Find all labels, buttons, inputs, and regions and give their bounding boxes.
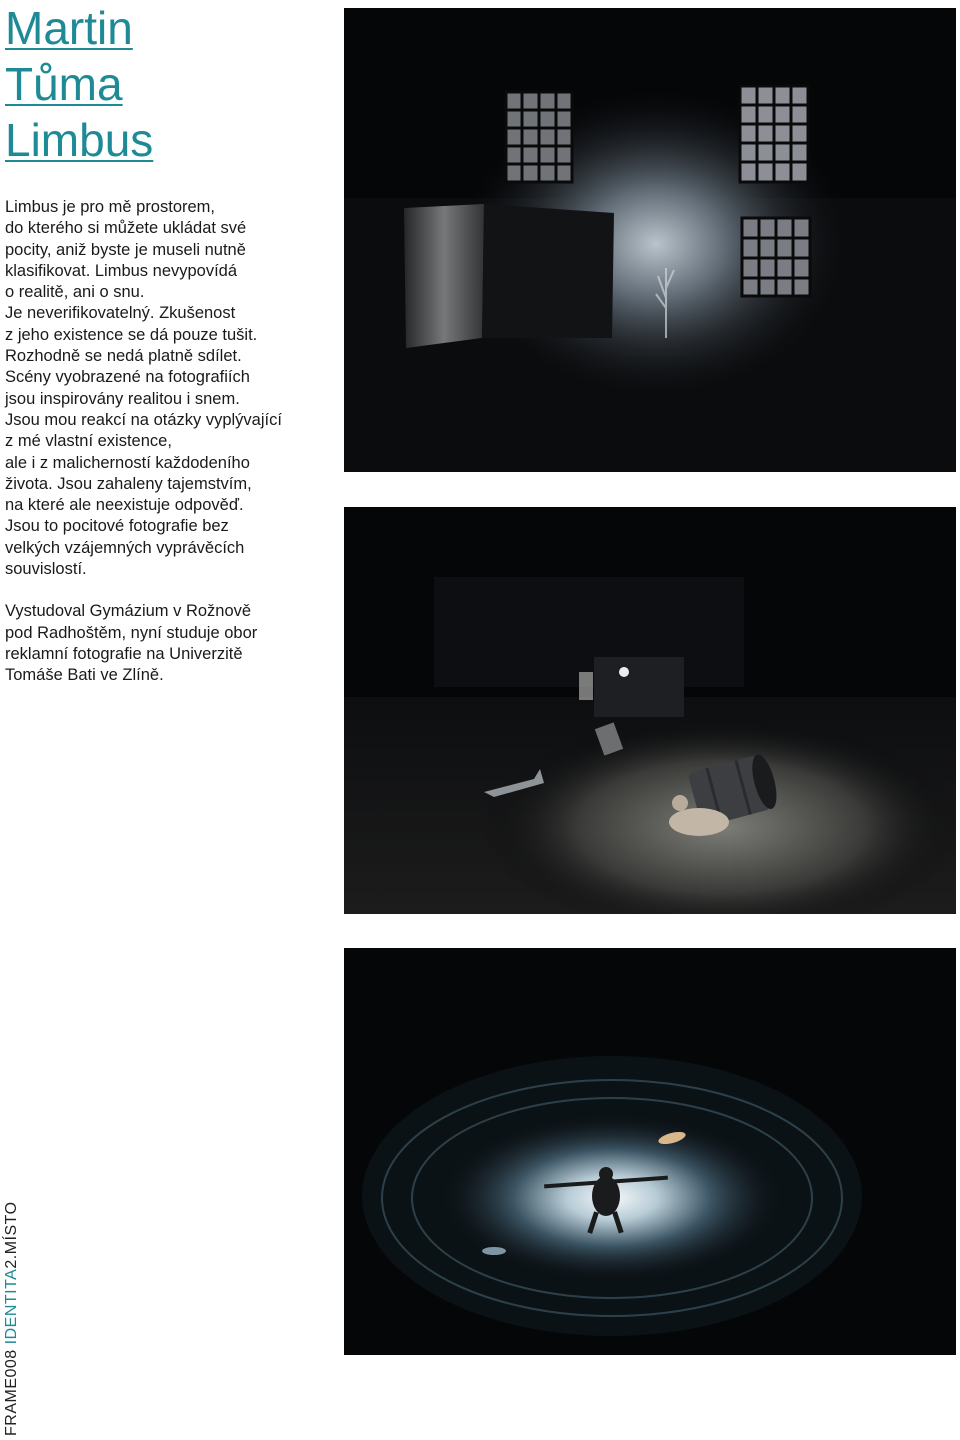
photo-water-figure (344, 948, 956, 1355)
text-line: ale i z malicherností každodeního (5, 453, 250, 472)
text-line: reklamní fotografie na Univerzitě (5, 644, 243, 663)
text-line: jsou inspirovány realitou i snem. (5, 389, 240, 408)
text-line: z mé vlastní existence, (5, 432, 172, 451)
photo-barrel-graphic (344, 507, 956, 914)
bio-paragraph (5, 601, 325, 686)
text-line: klasifikovat. Limbus nevypovídá (5, 261, 238, 280)
text-line: Rozhodně se nedá platně sdílet. (5, 347, 242, 366)
footer-page-number: 008 (3, 1349, 20, 1378)
photo-building-night (344, 8, 956, 472)
text-column (5, 197, 325, 687)
text-line: Scény vyobrazené na fotografiích (5, 368, 250, 387)
author-last-name: Tůma (5, 58, 123, 110)
text-line: velkých vzájemných vyprávěcích (5, 538, 245, 557)
page-title (5, 0, 153, 168)
text-line: do kterého si můžete ukládat své (5, 219, 247, 238)
text-line: Limbus je pro mě prostorem, (5, 198, 215, 216)
text-line: souvislostí. (5, 560, 87, 579)
work-title: Limbus (5, 114, 154, 166)
text-line: Vystudoval Gymázium v Rožnově (5, 602, 252, 621)
text-line: na které ale neexistuje odpověď. (5, 496, 244, 515)
footer-place: 2.MÍSTO (3, 1201, 20, 1269)
text-line: pod Radhoštěm, nyní studuje obor (5, 623, 258, 642)
text-line: z jeho existence se dá pouze tušit. (5, 325, 258, 344)
photo-barrel-figure (344, 507, 956, 914)
text-line: Tomáše Bati ve Zlíně. (5, 666, 164, 685)
text-line: života. Jsou zahaleny tajemstvím, (5, 474, 252, 493)
footer-frame: FRAME (3, 1377, 20, 1436)
photo-building-graphic (344, 8, 956, 472)
text-line: pocity, aniž byste je museli nutně (5, 240, 246, 259)
text-line: Jsou to pocitové fotografie bez (5, 517, 229, 536)
footer-section: IDENTITA (3, 1268, 20, 1345)
description-paragraph (5, 197, 325, 580)
author-first-name: Martin (5, 2, 133, 54)
footer-vertical-label (2, 1201, 22, 1436)
photo-water-graphic (344, 948, 956, 1355)
window-grid-left (506, 92, 572, 182)
text-line: Jsou mou reakcí na otázky vyplývající (5, 410, 282, 429)
text-line: Je neverifikovatelný. Zkušenost (5, 304, 236, 323)
text-line: o realitě, ani o snu. (5, 283, 145, 302)
